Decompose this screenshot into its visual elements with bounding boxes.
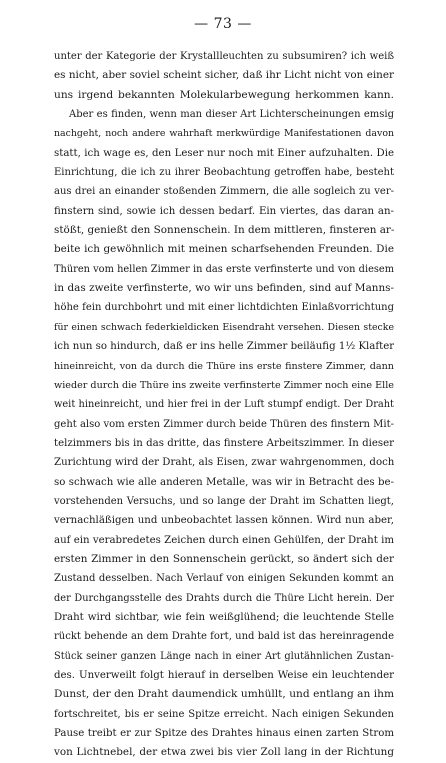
page-number: — 73 — (194, 16, 252, 32)
text-line: ich nun so hindurch, daß er ins helle Zimmer beiläufig 1½ Klafter (54, 341, 394, 353)
text-line: rückt behende an dem Drahte fort, und bald ist das hereinragende (54, 631, 394, 643)
text-line: der Durchgangsstelle des Drahts durch die Thüre Licht herein. Der (54, 592, 394, 604)
text-line: Zustand desselben. Nach Verlauf von einigen Sekunden kommt an (54, 573, 394, 585)
text-line: Stück seiner ganzen Länge nach in einer Art glutähnlichen Zustan- (54, 650, 394, 662)
text-line: geht also vom ersten Zimmer durch beide Thüren des finstern Mit- (54, 418, 394, 430)
text-line: uns irgend bekannten Molekularbewegung herkommen kann. (54, 88, 394, 101)
text-line: stößt, genießt den Sonnenschein. In dem mittleren, finsteren ar- (54, 224, 394, 237)
text-line: fortschreitet, bis er seine Spitze erreicht. Nach einigen Sekunden (54, 708, 394, 720)
text-line: vorstehenden Versuchs, und so lange der Draht im Schatten liegt, (54, 495, 394, 507)
text-line: so schwach wie alle anderen Metalle, was wir in Betracht des be- (54, 476, 394, 488)
text-line: von Lichtnebel, der etwa zwei bis vier Zoll lang in der Richtung (54, 746, 394, 759)
text-line: Dunst, der den Draht daumendick umhüllt, und entlang an ihm (54, 688, 394, 701)
text-line: weit hineinreicht, und hier frei in der Luft stumpf endigt. Der Draht (54, 399, 394, 411)
text-line: für einen schwach federkieldicken Eisendraht versehen. Diesen stecke (54, 321, 394, 333)
text-line: auf ein verabredetes Zeichen durch einen Gehülfen, der Draht im (54, 534, 394, 546)
text-line: in das zweite verfinsterte, wo wir uns befinden, sind auf Manns- (54, 282, 394, 295)
text-line: es nicht, aber soviel scheint sicher, daß ihr Licht nicht von einer (54, 69, 394, 82)
text-line: Thüren vom hellen Zimmer in das erste verfinsterte und von diesem (54, 263, 394, 275)
text-line: unter der Kategorie der Krystallleuchten zu subsumiren? ich weiß (54, 51, 394, 62)
text-line: höhe fein durchbohrt und mit einer lichtdichten Einlaßvorrichtung (54, 302, 394, 314)
text-line: aus drei an einander stoßenden Zimmern, die alle sogleich zu ver- (54, 186, 394, 198)
text-line: nachgeht, noch andere wahrhaft merkwürdige Manifestationen davon (54, 128, 394, 140)
text-line: ersten Zimmer in den Sonnenschein gerückt, so ändert sich der (54, 552, 394, 565)
text-line: des. Unverweilt folgt hierauf in derselben Weise ein leuchtender (54, 670, 394, 681)
text-line: telzimmers bis in das dritte, das finstere Arbeitszimmer. In dieser (54, 437, 394, 449)
text-line: vernachläßigen und unbeobachtet lassen können. Wird nun aber, (54, 515, 394, 527)
text-line: Einrichtung, die ich zu ihrer Beobachtung getroffen habe, besteht (54, 167, 394, 179)
text-line: Pause treibt er zur Spitze des Drahtes hinaus einen zarten Strom (54, 728, 394, 740)
text-line: hineinreicht, von da durch die Thüre ins erste finstere Zimmer, dann (54, 360, 394, 372)
text-line: Aber es finden, wenn man dieser Art Lichterscheinungen emsig (69, 109, 394, 121)
text-line: finstern sind, sowie ich dessen bedarf. Ein viertes, das daran an- (54, 205, 394, 217)
text-line: statt, ich wage es, den Leser nur noch mit Einer aufzuhalten. Die (54, 147, 394, 159)
text-line: wieder durch die Thüre ins zweite verfinsterte Zimmer noch eine Elle (54, 379, 394, 391)
text-line: Zurichtung wird der Draht, als Eisen, zwar wahrgenommen, doch (54, 457, 394, 469)
body-text (54, 47, 394, 763)
text-line: Draht wird sichtbar, wie fein weißglühend; die leuchtende Stelle (54, 611, 394, 623)
text-line: beite ich gewöhnlich mit meinen scharfsehenden Freunden. Die (54, 243, 394, 256)
